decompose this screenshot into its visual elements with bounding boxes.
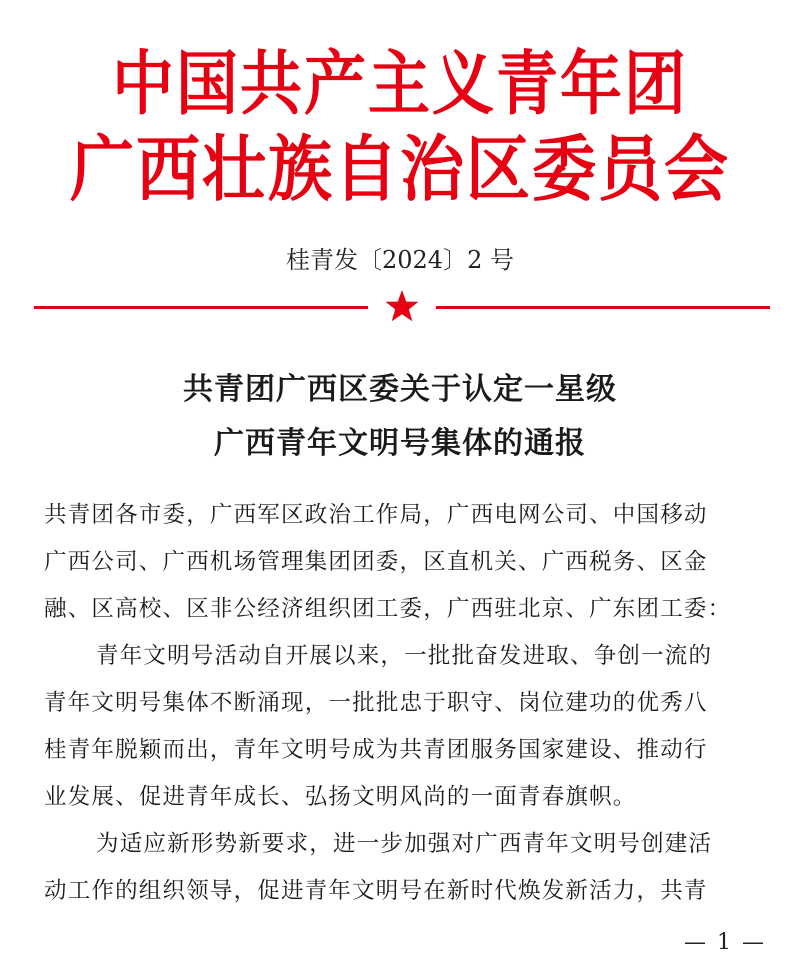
body-line: 融、区高校、区非公经济组织团工委，广西驻北京、广东团工委： (44, 596, 732, 622)
body-line: 广西公司、广西机场管理集团团委，区直机关、广西税务、区金 (44, 549, 708, 575)
red-divider-left (34, 306, 368, 309)
body-line: 为适应新形势新要求，进一步加强对广西青年文明号创建活 (96, 831, 713, 857)
star-icon (384, 288, 420, 324)
body-line: 青年文明号集体不断涌现，一批批忠于职守、岗位建功的优秀八 (44, 690, 708, 716)
org-name-line2: 广西壮族自治区委员会 (70, 128, 730, 212)
notice-title-line1: 共青团广西区委关于认定一星级 (183, 372, 617, 407)
notice-title-line2: 广西青年文明号集体的通报 (214, 426, 586, 461)
notice-body (44, 492, 774, 915)
body-line: 桂青年脱颖而出，青年文明号成为共青团服务国家建设、推动行 (44, 737, 708, 763)
body-line: 业发展、促进青年成长、弘扬文明风尚的一面青春旗帜。 (44, 784, 637, 810)
org-name-line1: 中国共产主义青年团 (111, 42, 688, 125)
body-line: 动工作的组织领导，促进青年文明号在新时代焕发新活力，共青 (44, 878, 708, 904)
body-line: 共青团各市委，广西军区政治工作局，广西电网公司、中国移动 (44, 502, 708, 528)
body-line: 青年文明号活动自开展以来，一批批奋发进取、争创一流的 (96, 643, 713, 669)
page-number: — 1 — (684, 930, 766, 955)
document-number: 桂青发〔2024〕2 号 (286, 246, 514, 274)
red-divider-right (436, 306, 770, 309)
